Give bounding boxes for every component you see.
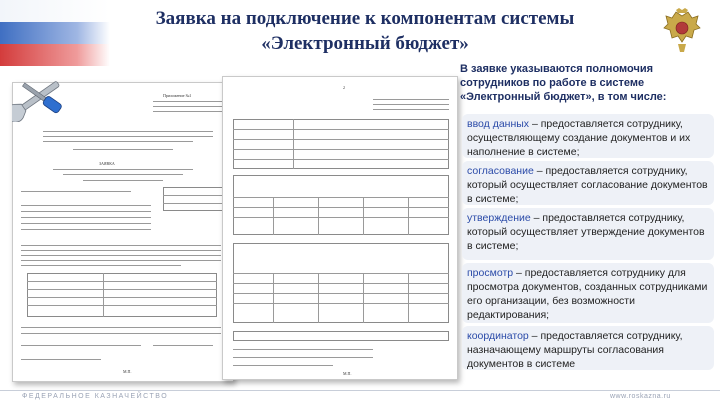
permission-term: координатор (467, 330, 529, 342)
permission-term: согласование (467, 165, 534, 177)
permission-item-confirmation (462, 208, 714, 260)
permission-item-approval (462, 161, 714, 205)
footer-organization: ФЕДЕРАЛЬНОЕ КАЗНАЧЕЙСТВО (22, 393, 169, 400)
permission-term: утверждение (467, 212, 531, 224)
footer-divider (0, 390, 720, 391)
wrench-screwdriver-icon (12, 70, 68, 122)
form-page-1: Приложение №1 ЗАЯВКА М.П. (12, 82, 234, 382)
page-number: 2 (343, 85, 345, 90)
permission-description: – предоставляется сотруднику, осуществляющему создание документов и их наполнение в системе; (467, 118, 691, 158)
permission-item-coordinator (462, 326, 714, 370)
double-headed-eagle-emblem-icon (662, 8, 702, 54)
form-page-2: 2 М.П. (222, 76, 458, 380)
permission-description: – предоставляется сотруднику для просмотра документов, созданных сотрудниками его организации, без возможности редактирования; (467, 267, 708, 321)
permission-item-data-entry (462, 114, 714, 158)
title-line-1: Заявка на подключение к компонентам системы (155, 8, 575, 29)
slide-title (110, 6, 620, 56)
permission-description: – предоставляется сотруднику, который осуществляет утверждение документов в системе; (467, 212, 705, 252)
application-form-illustration (0, 62, 460, 392)
permission-term: ввод данных (467, 118, 530, 130)
permission-item-view (462, 263, 714, 323)
permission-term: просмотр (467, 267, 514, 279)
title-line-2: «Электронный бюджет» (261, 33, 469, 54)
footer-website-link[interactable]: www.roskazna.ru (610, 393, 671, 400)
permission-description: – предоставляется сотруднику, назначающему маршруты согласования документов в системе (467, 330, 683, 370)
permissions-intro: В заявке указываются полномочия сотрудников по работе в системе «Электронный бюджет», в том числе: (460, 63, 667, 103)
permission-description: – предоставляется сотруднику, который осуществляет согласование документов в системе; (467, 165, 708, 205)
slide-header (0, 0, 720, 62)
russian-flag-decoration (0, 0, 110, 70)
